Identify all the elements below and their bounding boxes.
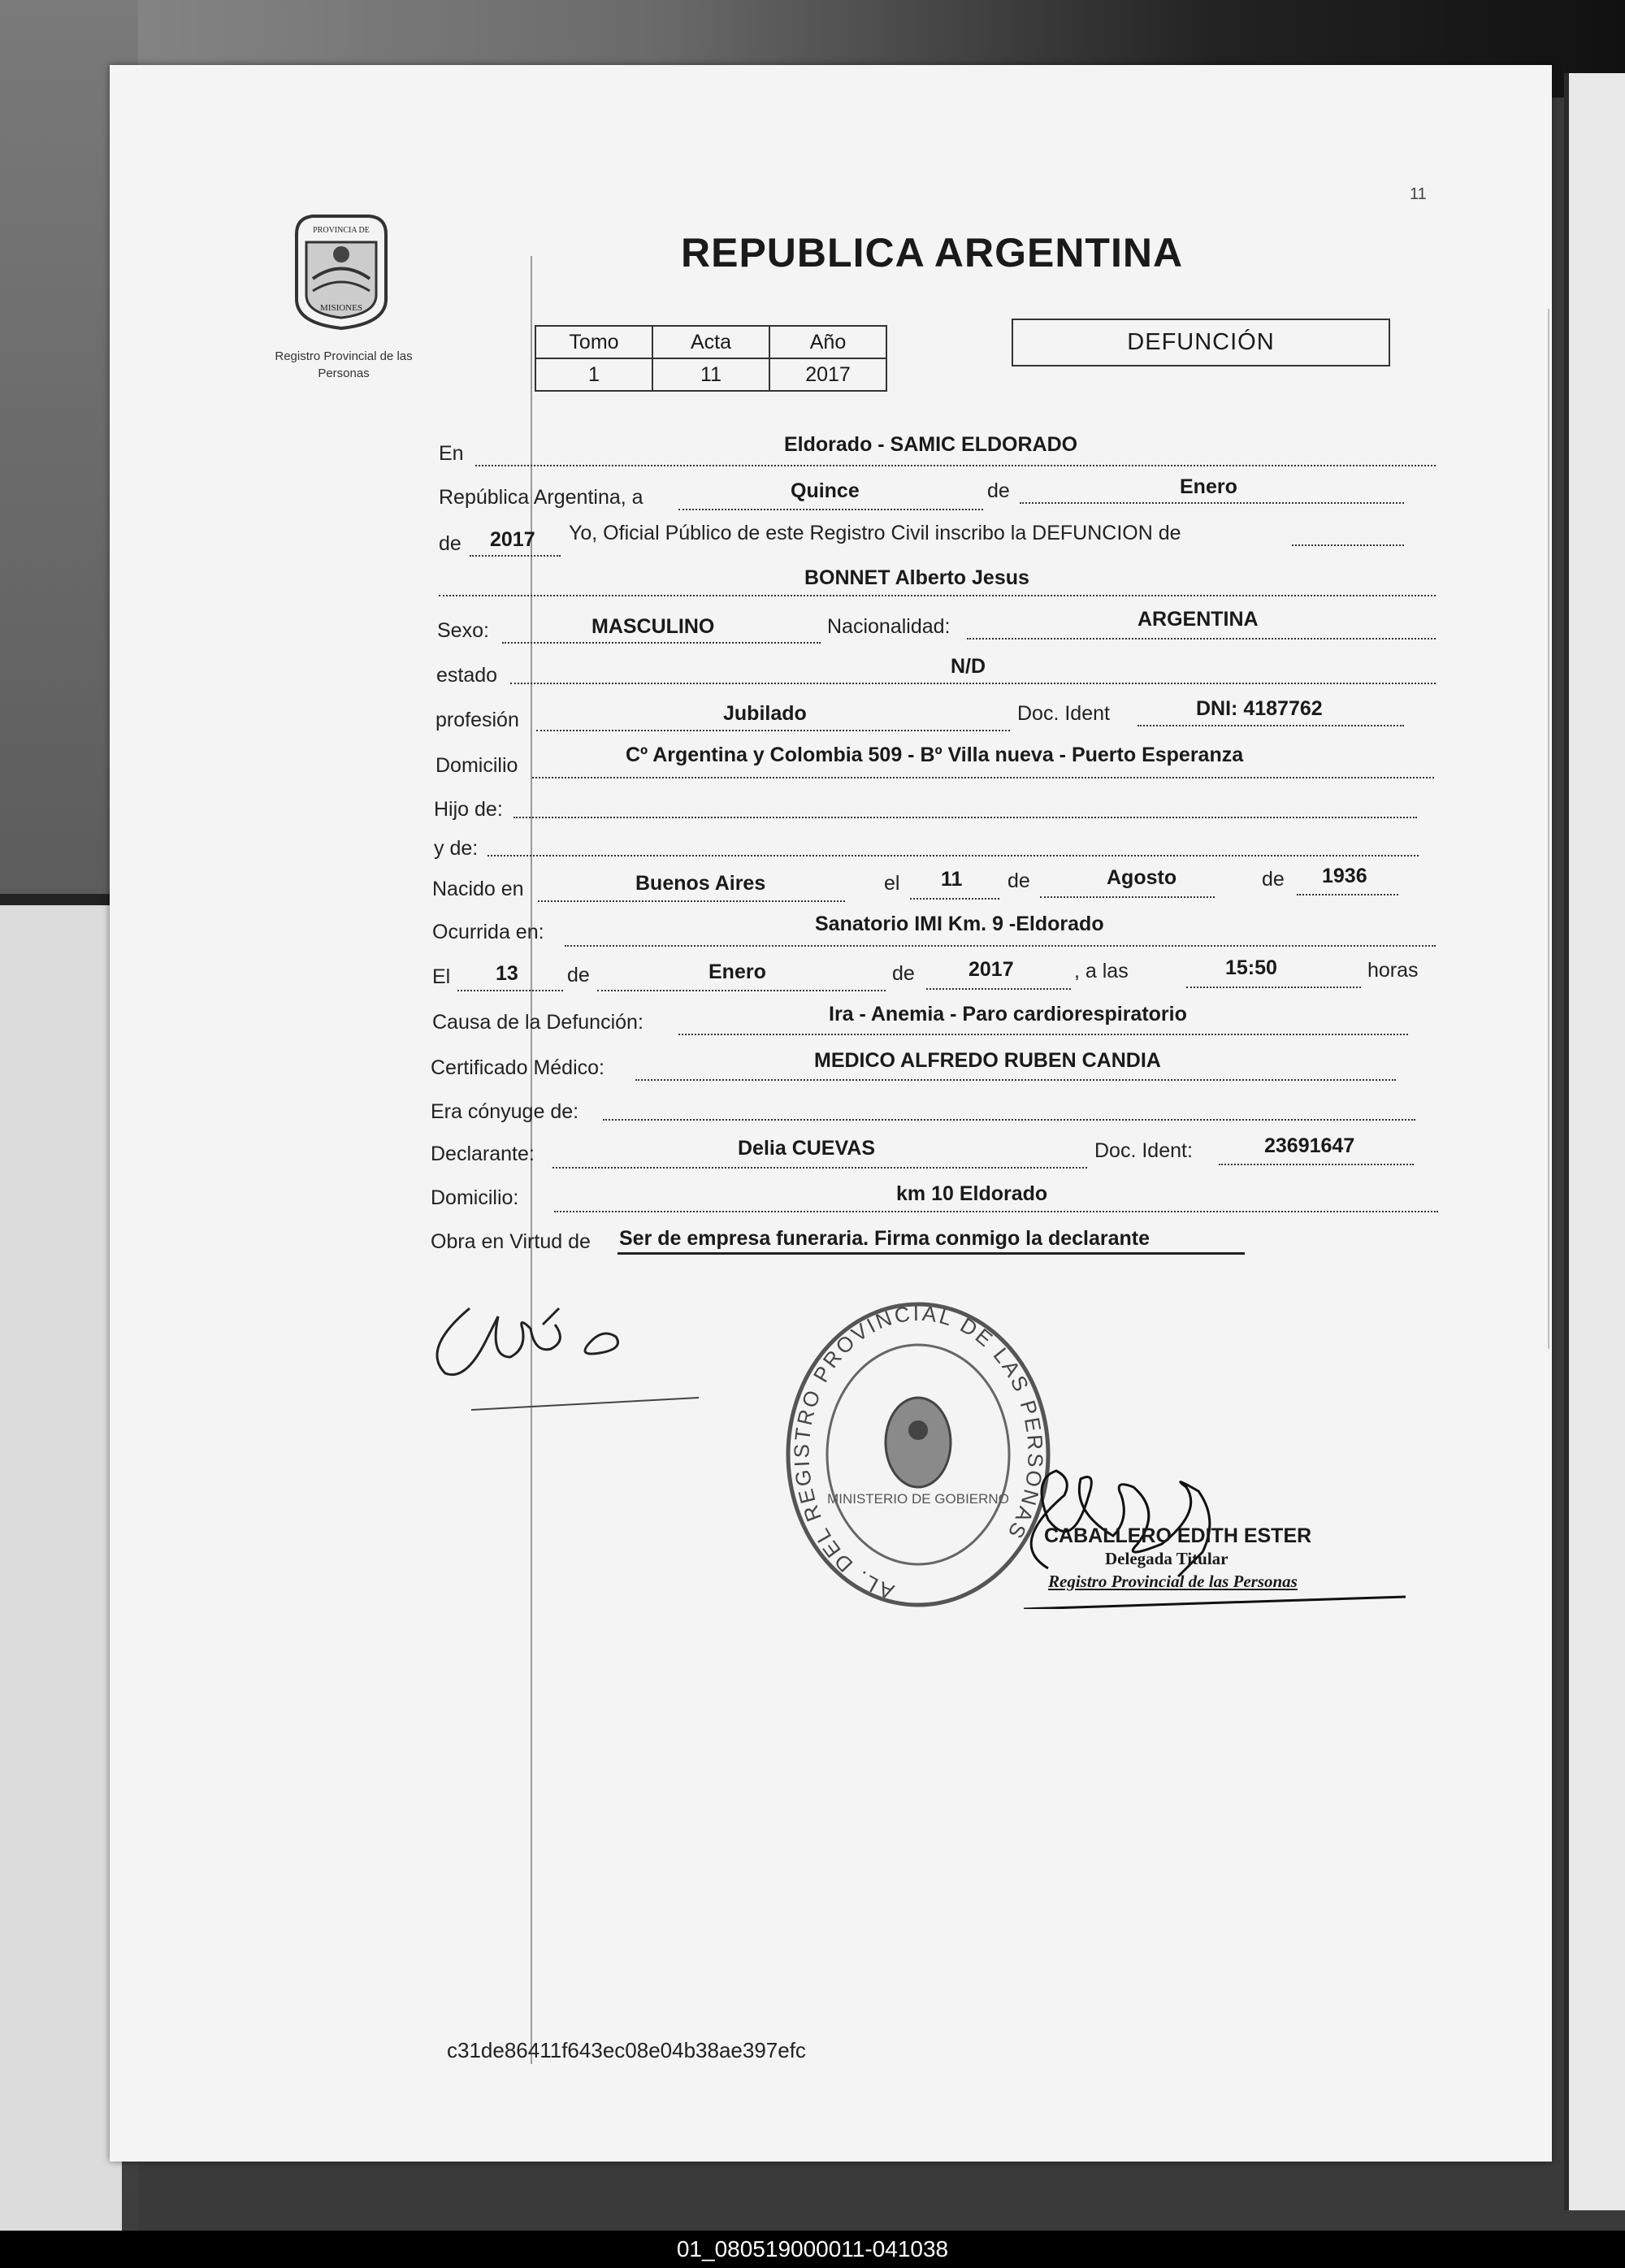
y-de-line [488,855,1419,856]
dia-value: Quince [791,479,860,502]
document-hash: c31de86411f643ec08e04b38ae397efc [447,2038,806,2062]
registry-table [535,325,887,392]
el-label: el [884,872,900,895]
de-label-3: de [1008,869,1030,892]
estado-value: N/D [951,655,986,678]
crest-text-top: PROVINCIA DE [313,226,370,235]
domicilio2-label: Domicilio: [431,1186,519,1209]
obra-label: Obra en Virtud de [431,1230,591,1253]
doc-ident2-value: 23691647 [1264,1134,1355,1157]
doc-ident-label: Doc. Ident [1017,702,1110,725]
nacionalidad-line [967,638,1436,640]
causa-line [678,1034,1408,1035]
dia-line [678,509,983,510]
def-anio-line [926,988,1071,990]
registry-header-anio: Año [769,326,886,358]
nacionalidad-value: ARGENTINA [1138,608,1259,631]
nacido-label: Nacido en [432,878,524,900]
def-anio-value: 2017 [968,958,1014,981]
nac-anio-value: 1936 [1322,865,1367,887]
yo-line [1292,544,1404,546]
profesion-line [536,730,1010,731]
adjacent-page [1564,73,1625,2210]
declarante-label: Declarante: [431,1143,535,1165]
declarante-line [552,1167,1087,1169]
sexo-value: MASCULINO [592,615,715,638]
yo-text: Yo, Oficial Público de este Registro Civil inscribo la DEFUNCION de [569,522,1181,544]
page-title: REPUBLICA ARGENTINA [681,230,1184,275]
certificado-label: Certificado Médico: [431,1056,604,1079]
nombre-value: BONNET Alberto Jesus [804,566,1029,589]
ocurrida-label: Ocurrida en: [432,921,544,943]
nac-anio-line [1297,894,1398,895]
obra-underline [618,1252,1245,1255]
registry-header-row [535,326,886,358]
doc-ident-value: DNI: 4187762 [1196,697,1323,720]
obra-value: Ser de empresa funeraria. Firma conmigo la declarante [619,1227,1150,1250]
doc-ident2-line [1219,1164,1414,1165]
nacionalidad-label: Nacionalidad: [827,615,951,638]
registry-value-tomo: 1 [535,358,652,391]
def-dia-line [457,990,563,991]
registry-value-anio: 2017 [769,358,886,391]
official-name: CABALLERO EDITH ESTER [1044,1524,1312,1547]
ocurrida-value: Sanatorio IMI Km. 9 -Eldorado [815,913,1104,935]
causa-label: Causa de la Defunción: [432,1011,644,1034]
ocurrida-line [565,945,1436,947]
en-value: Eldorado - SAMIC ELDORADO [784,433,1078,456]
crest-text-bottom: MISIONES [320,303,362,313]
en-line [475,465,1436,466]
de-label-2: de [439,532,462,555]
certificado-value: MEDICO ALFREDO RUBEN CANDIA [814,1049,1161,1072]
anio-value: 2017 [490,528,535,551]
nacido-value: Buenos Aires [635,872,766,895]
official-role: Delegada Titular [1105,1549,1228,1568]
document-type-box: DEFUNCIÓN [1012,319,1390,366]
horas-label: horas [1367,959,1419,982]
doc-ident-line [1138,725,1404,726]
domicilio-value: Cº Argentina y Colombia 509 - Bº Villa nueva - Puerto Esperanza [626,744,1244,766]
domicilio-label: Domicilio [436,754,518,777]
sexo-label: Sexo: [437,619,489,642]
hora-line [1186,987,1361,988]
registry-header-tomo: Tomo [535,326,652,358]
profesion-value: Jubilado [723,702,807,725]
binder-edge [0,894,122,2238]
registry-header-acta: Acta [652,326,769,358]
domicilio2-value: km 10 Eldorado [896,1182,1048,1205]
domicilio2-line [554,1211,1438,1212]
de-label-5: de [567,964,590,987]
hora-value: 15:50 [1225,956,1277,979]
hijo-label: Hijo de: [434,798,503,821]
registry-value-row [535,358,886,391]
mes-value: Enero [1180,475,1237,498]
a-las-label: , a las [1074,960,1129,982]
stamp-ring-text: AL. DEL REGISTRO PROVINCIAL DE LAS PERSONAS [789,1300,1048,1605]
stamp-inner-text: MINISTERIO DE GOBIERNO [827,1491,1009,1507]
right-margin-line [1548,309,1549,1349]
def-mes-value: Enero [708,961,766,983]
sexo-line [502,642,821,644]
estado-label: estado [436,664,498,687]
de-label-6: de [892,962,915,985]
hijo-line [514,817,1417,818]
conyuge-line [603,1119,1415,1121]
page-number: 11 [1410,185,1427,203]
en-label: En [439,442,464,465]
nac-mes-line [1040,896,1215,898]
anio-line [470,555,561,557]
def-mes-line [597,990,886,991]
def-dia-value: 13 [496,962,518,985]
footer-id: 01_080519000011-041038 [676,2236,949,2261]
republica-label: República Argentina, a [439,486,644,509]
provincial-crest-icon [288,210,394,332]
nombre-line [439,595,1436,596]
profesion-label: profesión [436,709,519,731]
nac-dia-line [910,898,999,900]
official-office: Registro Provincial de las Personas [1048,1572,1298,1591]
mes-line [1020,502,1404,504]
doc-ident2-label: Doc. Ident: [1094,1139,1193,1162]
de-label-4: de [1262,868,1285,891]
certificado-line [635,1079,1396,1081]
El-label: El [432,965,451,988]
domicilio-line [532,777,1434,778]
nac-mes-value: Agosto [1107,866,1177,889]
declarante-value: Delia CUEVAS [738,1137,876,1160]
y-de-label: y de: [434,837,479,860]
conyuge-label: Era cónyuge de: [431,1100,579,1123]
nac-dia-value: 11 [941,868,963,891]
crest-caption: Registro Provincial de las Personas [275,349,413,380]
causa-value: Ira - Anemia - Paro cardiorespiratorio [829,1003,1187,1026]
declarant-signature [429,1292,705,1414]
nacido-line [538,900,845,902]
estado-line [510,683,1436,684]
de-label-1: de [987,479,1010,502]
registry-value-acta: 11 [652,358,769,391]
